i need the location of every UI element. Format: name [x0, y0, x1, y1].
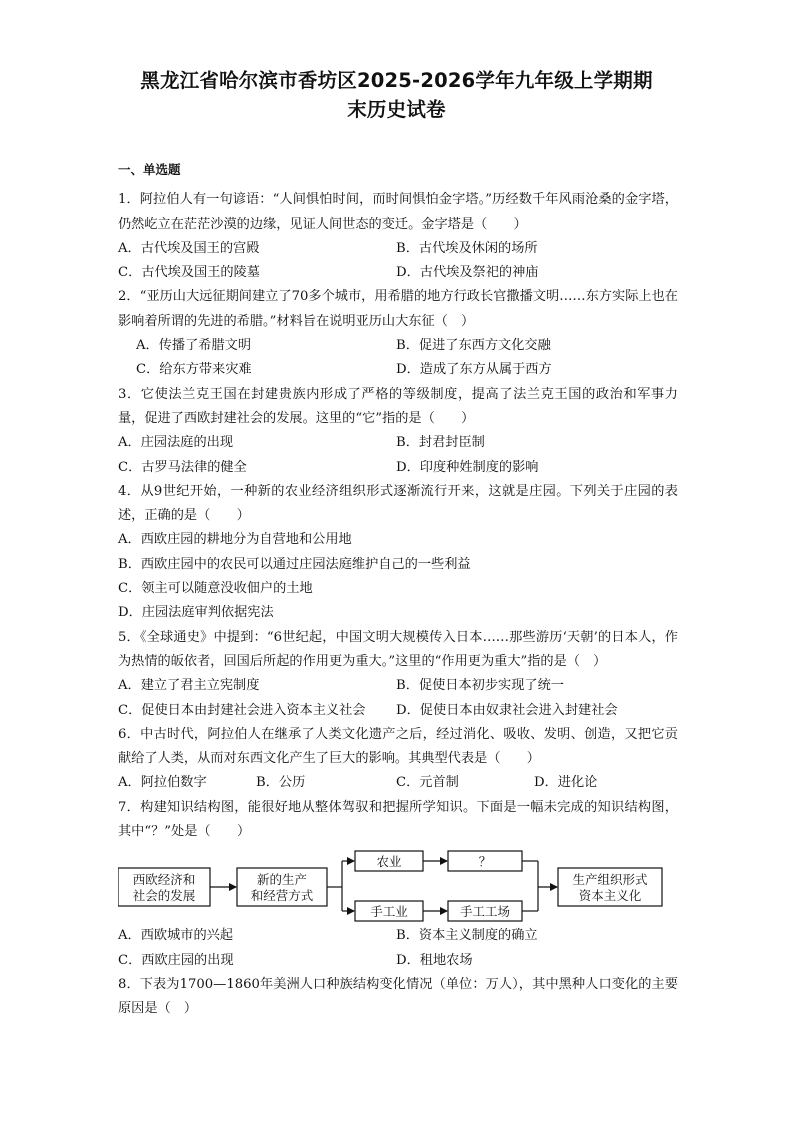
option-b[interactable]: B．促使日本初步实现了统一 — [396, 678, 564, 694]
diagram-box-method-line1: 新的生产 — [256, 872, 308, 888]
option-a[interactable]: A．庄园法庭的出现 — [118, 435, 234, 451]
question-4-options — [118, 528, 678, 625]
diagram-box-method-line2: 和经营方式 — [250, 888, 314, 904]
option-c[interactable]: C．古罗马法律的健全 — [118, 459, 247, 475]
question-1-stem: 1．阿拉伯人有一句谚语：“人间惧怕时间，而时间惧怕金字塔。”历经数千年风雨沧桑的金字塔，仍然屹立在茫茫沙漠的边缘，见证人间世态的变迁。金字塔是（ ） — [118, 192, 678, 232]
question-3-options — [118, 431, 678, 480]
question-7-options — [118, 924, 678, 973]
option-a[interactable]: A．建立了君主立宪制度 — [118, 678, 260, 694]
question-5-options — [118, 674, 678, 723]
question-8-stem: 8．下表为1700—1860年美洲人口种族结构变化情况（单位：万人），其中黑种人口变化的主要原因是（ ） — [118, 976, 678, 1017]
diagram-box-end-line2: 资本主义化 — [578, 888, 642, 904]
title-line-2: 末历史试卷 — [347, 98, 446, 121]
option-a[interactable]: A．西欧庄园的耕地分为自营地和公用地 — [118, 532, 352, 548]
option-b[interactable]: B．资本主义制度的确立 — [396, 928, 538, 944]
option-b[interactable]: B．古代埃及休闲的场所 — [396, 240, 538, 256]
option-d[interactable]: D．印度种姓制度的影响 — [396, 459, 539, 475]
option-c[interactable]: C．给东方带来灾难 — [136, 362, 252, 378]
option-c[interactable]: C．古代埃及国王的陵墓 — [118, 265, 260, 281]
option-c[interactable]: C．元首制 — [396, 775, 459, 791]
title-line-1: 黑龙江省哈尔滨市香坊区2025-2026学年九年级上学期期 — [140, 69, 653, 92]
option-d[interactable]: D．古代埃及祭祀的神庙 — [396, 265, 539, 281]
option-a[interactable]: A．西欧城市的兴起 — [118, 928, 234, 944]
knowledge-structure-diagram — [118, 848, 678, 922]
question-2-options — [118, 334, 678, 383]
question-6-stem: 6．中古时代，阿拉伯人在继承了人类文化遗产之后，经过消化、吸收、发明、创造，又把它贡献给了人类，从而对东西文化产生了巨大的影响。其典型代表是（ ） — [118, 726, 678, 767]
diagram-box-start-line1: 西欧经济和 — [132, 872, 196, 888]
question-3-stem: 3．它使法兰克王国在封建贵族内形成了严格的等级制度，提高了法兰克王国的政治和军事力量，促进了西欧封建社会的发展。这里的“它”指的是（ ） — [118, 386, 678, 426]
option-a[interactable]: A．阿拉伯数字 — [118, 775, 207, 791]
option-b[interactable]: B．促进了东西方文化交融 — [396, 338, 551, 354]
diagram-box-end-line1: 生产组织形式 — [572, 872, 648, 888]
question-5-stem: 5．《全球通史》中提到：“6世纪起，中国文明大规模传入日本……那些游历‘天朝’的日本人，作为热情的皈依者，回国后所起的作用更为重大。”这里的“作用更为重大”指的是（ ） — [118, 629, 678, 669]
option-b[interactable]: B．公历 — [256, 775, 306, 791]
option-d[interactable]: D．造成了东方从属于西方 — [396, 362, 552, 378]
question-7-stem: 7．构建知识结构图，能很好地从整体驾驭和把握所学知识。下面是一幅未完成的知识结构图，其中“？”处是（ ） — [118, 799, 678, 840]
question-1-options — [118, 237, 678, 286]
option-c[interactable]: C．领主可以随意没收佃户的土地 — [118, 581, 313, 597]
page-title — [80, 66, 713, 124]
diagram-box-workshop-label: 手工工场 — [459, 904, 511, 920]
exam-content — [118, 158, 678, 1022]
question-2-stem: 2．“亚历山大远征期间建立了70多个城市，用希腊的地方行政长官撒播文明……东方实际上也在影响着所谓的先进的希腊。”材料旨在说明亚历山大东征（ ） — [118, 289, 678, 329]
option-a[interactable]: A．传播了希腊文明 — [136, 338, 252, 354]
option-c[interactable]: C．促使日本由封建社会进入资本主义社会 — [118, 702, 366, 718]
option-d[interactable]: D．促使日本由奴隶社会进入封建社会 — [396, 702, 618, 718]
question-6-options — [118, 771, 678, 795]
diagram-svg — [118, 848, 678, 922]
option-b[interactable]: B．封君封臣制 — [396, 435, 485, 451]
section-heading: 一、单选题 — [118, 162, 181, 177]
option-a[interactable]: A．古代埃及国王的宫殿 — [118, 240, 260, 256]
option-d[interactable]: D．庄园法庭审判依据宪法 — [118, 605, 274, 621]
question-4-stem: 4．从9世纪开始，一种新的农业经济组织形式逐渐流行开来，这就是庄园。下列关于庄园的表述，正确的是（ ） — [118, 483, 678, 524]
diagram-box-unknown-label: ？ — [478, 854, 492, 870]
diagram-box-start-line2: 社会的发展 — [132, 888, 196, 904]
option-c[interactable]: C．西欧庄园的出现 — [118, 952, 234, 968]
diagram-box-handicraft-label: 手工业 — [370, 904, 408, 920]
option-d[interactable]: D．进化论 — [534, 775, 598, 791]
option-d[interactable]: D．租地农场 — [396, 952, 473, 968]
option-b[interactable]: B．西欧庄园中的农民可以通过庄园法庭维护自己的一些利益 — [118, 556, 471, 572]
diagram-box-agriculture-label: 农业 — [376, 854, 402, 870]
